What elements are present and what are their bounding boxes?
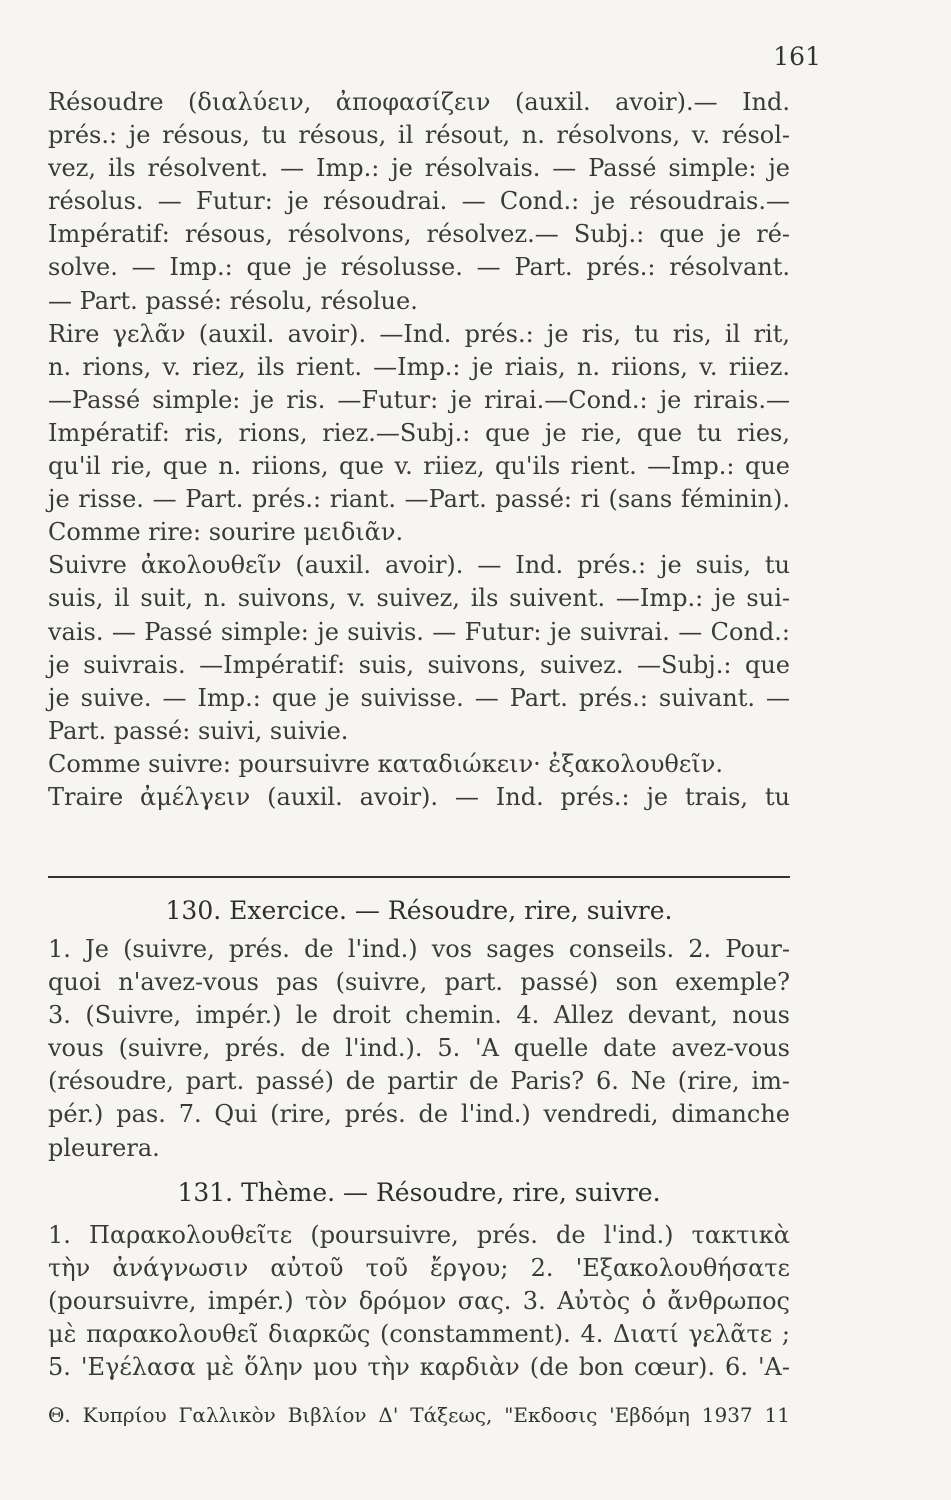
text-line: Résoudre (διαλύειν, ἀποφασίζειν (auxil. avoir).— Ind. bbox=[48, 88, 790, 116]
text-line: 1. Je (suivre, prés. de l'ind.) vos sages conseils. 2. Pour- bbox=[48, 935, 790, 963]
text-line: τὴν ἀνάγνωσιν αὐτοῦ τοῦ ἔργου; 2. 'Εξακολουθήσατε bbox=[48, 1254, 790, 1283]
text-line: Impératif: résous, résolvons, résolvez.— Subj.: que je ré- bbox=[48, 220, 790, 249]
text-line: vous (suivre, prés. de l'ind.). 5. 'A quelle date avez-vous bbox=[48, 1034, 790, 1063]
text-line: vais. — Passé simple: je suivis. — Futur: je suivrai. — Cond.: bbox=[48, 617, 790, 646]
text-line: 1. Παρακολουθεῖτε (poursuivre, prés. de l'ind.) τακτικὰ bbox=[48, 1221, 790, 1249]
text-line: Impératif: ris, rions, riez.—Subj.: que je rie, que tu ries, bbox=[48, 418, 790, 447]
verb-conjugations bbox=[48, 86, 790, 814]
text-line: — Part. passé: résolu, résolue. bbox=[48, 286, 418, 315]
text-line: 3. (Suivre, impér.) le droit chemin. 4. Allez devant, nous bbox=[48, 1001, 790, 1030]
text-line: 5. 'Εγέλασα μὲ ὅλην μου τὴν καρδιὰν (de bon cœur). 6. 'Α- bbox=[48, 1353, 790, 1382]
text-line: (résoudre, part. passé) de partir de Paris? 6. Ne (rire, im- bbox=[48, 1067, 790, 1096]
text-line: Comme suivre: poursuivre καταδιώκειν· ἐξακολουθεῖν. bbox=[48, 749, 723, 778]
text-line: —Passé simple: je ris. —Futur: je rirai.—Cond.: je rirais.— bbox=[48, 385, 790, 414]
text-line: Suivre ἀκολουθεῖν (auxil. avoir). — Ind. prés.: je suis, tu bbox=[48, 551, 790, 580]
text-line: je suive. — Imp.: que je suivisse. — Part. prés.: suivant. — bbox=[48, 683, 790, 712]
text-line: Part. passé: suivi, suivie. bbox=[48, 716, 349, 745]
text-line: μὲ παρακολουθεῖ διαρκῶς (constamment). 4. Διατί γελᾶτε ; bbox=[48, 1320, 790, 1349]
text-line: je suivrais. —Impératif: suis, suivons, suivez. —Subj.: que bbox=[48, 650, 790, 679]
text-line: résolus. — Futur: je résoudrai. — Cond.: je résoudrais.— bbox=[48, 187, 790, 216]
book-footer: Θ. Κυπρίου Γαλλικὸν Βιβλίον Δ' Τάξεως, "Εκδοσις 'Εβδόμη 1937 11 bbox=[48, 1403, 790, 1427]
text-line: Comme rire: sourire μειδιᾶν. bbox=[48, 518, 404, 547]
text-line: (poursuivre, impér.) τὸν δρόμον σας. 3. Αὐτὸς ὁ ἄνθρωπος bbox=[48, 1287, 790, 1316]
text-line: quoi n'avez-vous pas (suivre, part. passé) son exemple? bbox=[48, 968, 790, 997]
text-line: suis, il suit, n. suivons, v. suivez, ils suivent. —Imp.: je sui- bbox=[48, 584, 790, 613]
text-line: n. rions, v. riez, ils rient. —Imp.: je riais, n. riions, v. riiez. bbox=[48, 352, 790, 381]
theme-text bbox=[48, 1219, 790, 1384]
page-number: 161 bbox=[773, 42, 821, 71]
text-line: solve. — Imp.: que je résolusse. — Part. prés.: résolvant. bbox=[48, 253, 790, 282]
section-divider bbox=[48, 876, 790, 878]
exercise-text bbox=[48, 933, 790, 1165]
text-line: qu'il rie, que n. riions, que v. riiez, qu'ils rient. —Imp.: que bbox=[48, 452, 790, 481]
exercise-heading: 130. Exercice. — Résoudre, rire, suivre. bbox=[165, 896, 673, 925]
theme-heading: 131. Thème. — Résoudre, rire, suivre. bbox=[177, 1178, 661, 1207]
text-line: pér.) pas. 7. Qui (rire, prés. de l'ind.) vendredi, dimanche bbox=[48, 1100, 790, 1129]
text-line: prés.: je résous, tu résous, il résout, n. résolvons, v. résol- bbox=[48, 121, 790, 150]
text-line: je risse. — Part. prés.: riant. —Part. passé: ri (sans féminin). bbox=[48, 485, 790, 514]
text-line: pleurera. bbox=[48, 1133, 160, 1162]
text-line: vez, ils résolvent. — Imp.: je résolvais. — Passé simple: je bbox=[48, 154, 790, 183]
text-line: Traire ἀμέλγειν (auxil. avoir). — Ind. prés.: je trais, tu bbox=[48, 782, 790, 811]
text-line: Rire γελᾶν (auxil. avoir). —Ind. prés.: je ris, tu ris, il rit, bbox=[48, 319, 790, 348]
